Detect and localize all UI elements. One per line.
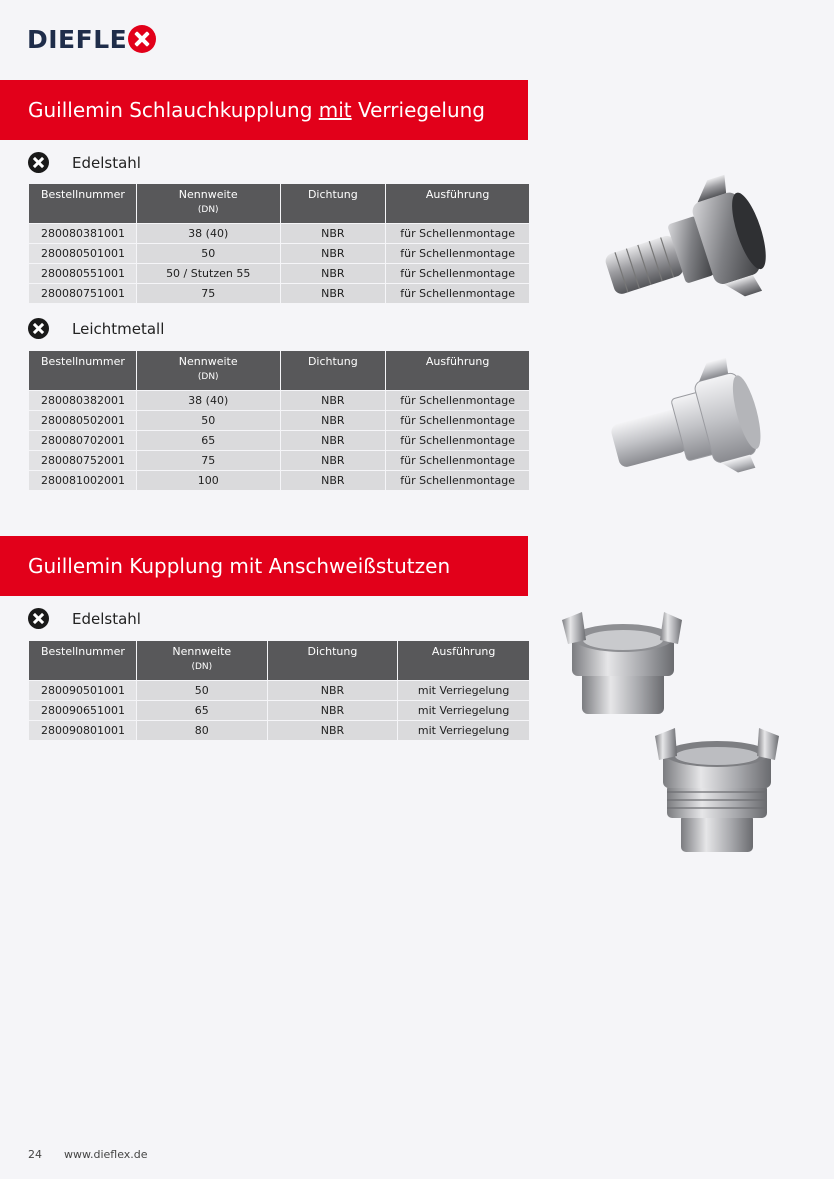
group-label: Edelstahl <box>72 609 141 628</box>
table-row: 280090501001 50 NBR mit Verriegelung <box>29 681 529 700</box>
table-row: 280080751001 75 NBR für Schellenmontage <box>29 284 529 303</box>
col-header-order-no: Bestellnummer <box>29 351 136 390</box>
product-photo-stainless-hose-coupling <box>590 168 780 303</box>
title-emphasis: mit <box>318 98 352 122</box>
brand-name: DIEFLE <box>27 24 128 54</box>
product-photo-weld-coupling-2 <box>645 724 789 858</box>
col-header-design: Ausführung <box>386 184 529 223</box>
table-row: 280080501001 50 NBR für Schellenmontage <box>29 244 529 263</box>
section-title-hose-coupling: Guillemin Schlauchkupplung mit Verriegelung <box>0 80 528 140</box>
product-photo-weld-coupling-1 <box>552 600 690 722</box>
col-header-seal: Dichtung <box>268 641 398 680</box>
col-header-design: Ausführung <box>398 641 529 680</box>
table-row: 280080382001 38 (40) NBR für Schellenmontage <box>29 391 529 410</box>
product-table-leichtmetall <box>28 350 530 491</box>
section-title-weld-coupling: Guillemin Kupplung mit Anschweißstutzen <box>0 536 528 596</box>
footer-url-link[interactable]: www.dieflex.de <box>64 1148 148 1161</box>
col-header-nominal-size: Nennweite (DN) <box>137 351 280 390</box>
brand-x-mark <box>128 25 156 53</box>
col-header-order-no: Bestellnummer <box>29 641 136 680</box>
col-header-order-no: Bestellnummer <box>29 184 136 223</box>
group-heading-edelstahl-weld <box>28 608 141 629</box>
col-header-nominal-size: Nennweite (DN) <box>137 184 280 223</box>
product-table-edelstahl <box>28 183 530 304</box>
page-footer <box>28 1148 148 1161</box>
table-row: 280080551001 50 / Stutzen 55 NBR für Schellenmontage <box>29 264 529 283</box>
table-row: 280080752001 75 NBR für Schellenmontage <box>29 451 529 470</box>
table-row: 280080381001 38 (40) NBR für Schellenmontage <box>29 224 529 243</box>
group-heading-leichtmetall <box>28 318 164 339</box>
page-number: 24 <box>28 1148 42 1161</box>
table-header-row <box>29 184 529 223</box>
group-heading-edelstahl <box>28 152 141 173</box>
product-table-weld-edelstahl <box>28 640 530 741</box>
table-row: 280090801001 80 NBR mit Verriegelung <box>29 721 529 740</box>
group-label: Leichtmetall <box>72 319 165 338</box>
table-row: 280081002001 100 NBR für Schellenmontage <box>29 471 529 490</box>
close-x-icon <box>28 318 49 339</box>
col-header-seal: Dichtung <box>281 184 386 223</box>
close-x-icon <box>28 608 49 629</box>
table-row: 280080502001 50 NBR für Schellenmontage <box>29 411 529 430</box>
group-label: Edelstahl <box>72 153 141 172</box>
brand-logo <box>27 24 156 54</box>
table-header-row <box>29 351 529 390</box>
product-photo-lightmetal-hose-coupling <box>600 355 780 480</box>
col-header-seal: Dichtung <box>281 351 386 390</box>
close-x-icon <box>28 152 49 173</box>
table-header-row <box>29 641 529 680</box>
col-header-design: Ausführung <box>386 351 529 390</box>
col-header-nominal-size: Nennweite (DN) <box>137 641 267 680</box>
table-row: 280080702001 65 NBR für Schellenmontage <box>29 431 529 450</box>
table-row: 280090651001 65 NBR mit Verriegelung <box>29 701 529 720</box>
